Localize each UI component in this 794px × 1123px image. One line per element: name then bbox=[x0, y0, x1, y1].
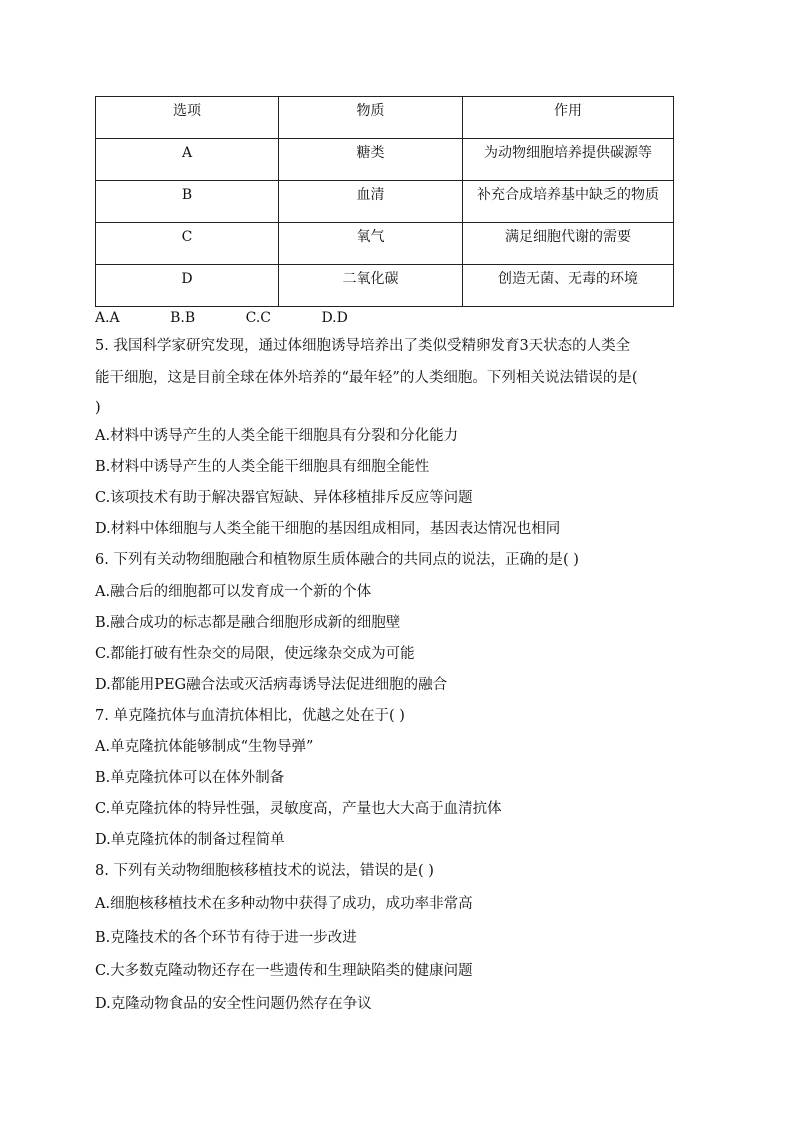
table-cell: B bbox=[96, 181, 279, 223]
answer-choice-c: C.C bbox=[245, 310, 271, 326]
table-row bbox=[96, 265, 674, 307]
q5-option-b: B.材料中诱导产生的人类全能干细胞具有细胞全能性 bbox=[95, 459, 430, 475]
q5-stem-line: 能干细胞，这是目前全球在体外培养的“最年轻”的人类细胞。下列相关说法错误的是( bbox=[95, 370, 638, 386]
q8-option-b: B.克隆技术的各个环节有待于进一步改进 bbox=[95, 930, 357, 946]
q6-option-d: D.都能用PEG融合法或灭活病毒诱导法促进细胞的融合 bbox=[95, 677, 448, 693]
q7-option-a: A.单克隆抗体能够制成“生物导弹” bbox=[95, 739, 314, 755]
q8-option-c: C.大多数克隆动物还存在一些遗传和生理缺陷类的健康问题 bbox=[95, 963, 473, 979]
q7-stem: 7. 单克隆抗体与血清抗体相比，优越之处在于( ) bbox=[95, 708, 405, 724]
q6-stem: 6. 下列有关动物细胞融合和植物原生质体融合的共同点的说法，正确的是( ) bbox=[95, 552, 579, 568]
table-cell: 氧气 bbox=[279, 223, 463, 265]
q5-option-c: C.该项技术有助于解决器官短缺、异体移植排斥反应等问题 bbox=[95, 490, 473, 506]
q5-stem-line: 5. 我国科学家研究发现，通过体细胞诱导培养出了类似受精卵发育3天状态的人类全 bbox=[95, 338, 631, 354]
answer-choice-b: B.B bbox=[170, 310, 196, 326]
table-header-row bbox=[96, 97, 674, 139]
table-cell: 为动物细胞培养提供碳源等 bbox=[463, 139, 674, 181]
table-row bbox=[96, 223, 674, 265]
table-cell: 二氧化碳 bbox=[279, 265, 463, 307]
table-cell: 血清 bbox=[279, 181, 463, 223]
table-header-cell: 物质 bbox=[279, 97, 463, 139]
q8-option-a: A.细胞核移植技术在多种动物中获得了成功，成功率非常高 bbox=[95, 896, 473, 912]
q6-option-b: B.融合成功的标志都是融合细胞形成新的细胞壁 bbox=[95, 615, 401, 631]
q6-option-a: A.融合后的细胞都可以发育成一个新的个体 bbox=[95, 584, 372, 600]
q7-option-d: D.单克隆抗体的制备过程简单 bbox=[95, 832, 285, 848]
q7-option-c: C.单克隆抗体的特异性强，灵敏度高，产量也大大高于血清抗体 bbox=[95, 801, 502, 817]
q7-option-b: B.单克隆抗体可以在体外制备 bbox=[95, 770, 285, 786]
q6-option-c: C.都能打破有性杂交的局限，使远缘杂交成为可能 bbox=[95, 646, 415, 662]
q5-option-d: D.材料中体细胞与人类全能干细胞的基因组成相同，基因表达情况也相同 bbox=[95, 521, 561, 537]
q4-answer-choices bbox=[95, 308, 348, 328]
table-header-cell: 选项 bbox=[96, 97, 279, 139]
table-cell: D bbox=[96, 265, 279, 307]
q5-stem-line: ) bbox=[95, 400, 101, 416]
answer-choice-a: A.A bbox=[95, 310, 120, 326]
table-cell: A bbox=[96, 139, 279, 181]
q5-option-a: A.材料中诱导产生的人类全能干细胞具有分裂和分化能力 bbox=[95, 428, 459, 444]
table-row bbox=[96, 139, 674, 181]
answer-choice-d: D.D bbox=[321, 310, 348, 326]
table-cell: 补充合成培养基中缺乏的物质 bbox=[463, 181, 674, 223]
table-cell: C bbox=[96, 223, 279, 265]
table-header-cell: 作用 bbox=[463, 97, 674, 139]
table-row bbox=[96, 181, 674, 223]
table-cell: 糖类 bbox=[279, 139, 463, 181]
q8-stem: 8. 下列有关动物细胞核移植技术的说法，错误的是( ) bbox=[95, 863, 434, 879]
table-cell: 满足细胞代谢的需要 bbox=[463, 223, 674, 265]
q8-option-d: D.克隆动物食品的安全性问题仍然存在争议 bbox=[95, 996, 372, 1012]
options-table bbox=[95, 96, 674, 307]
table-cell: 创造无菌、无毒的环境 bbox=[463, 265, 674, 307]
